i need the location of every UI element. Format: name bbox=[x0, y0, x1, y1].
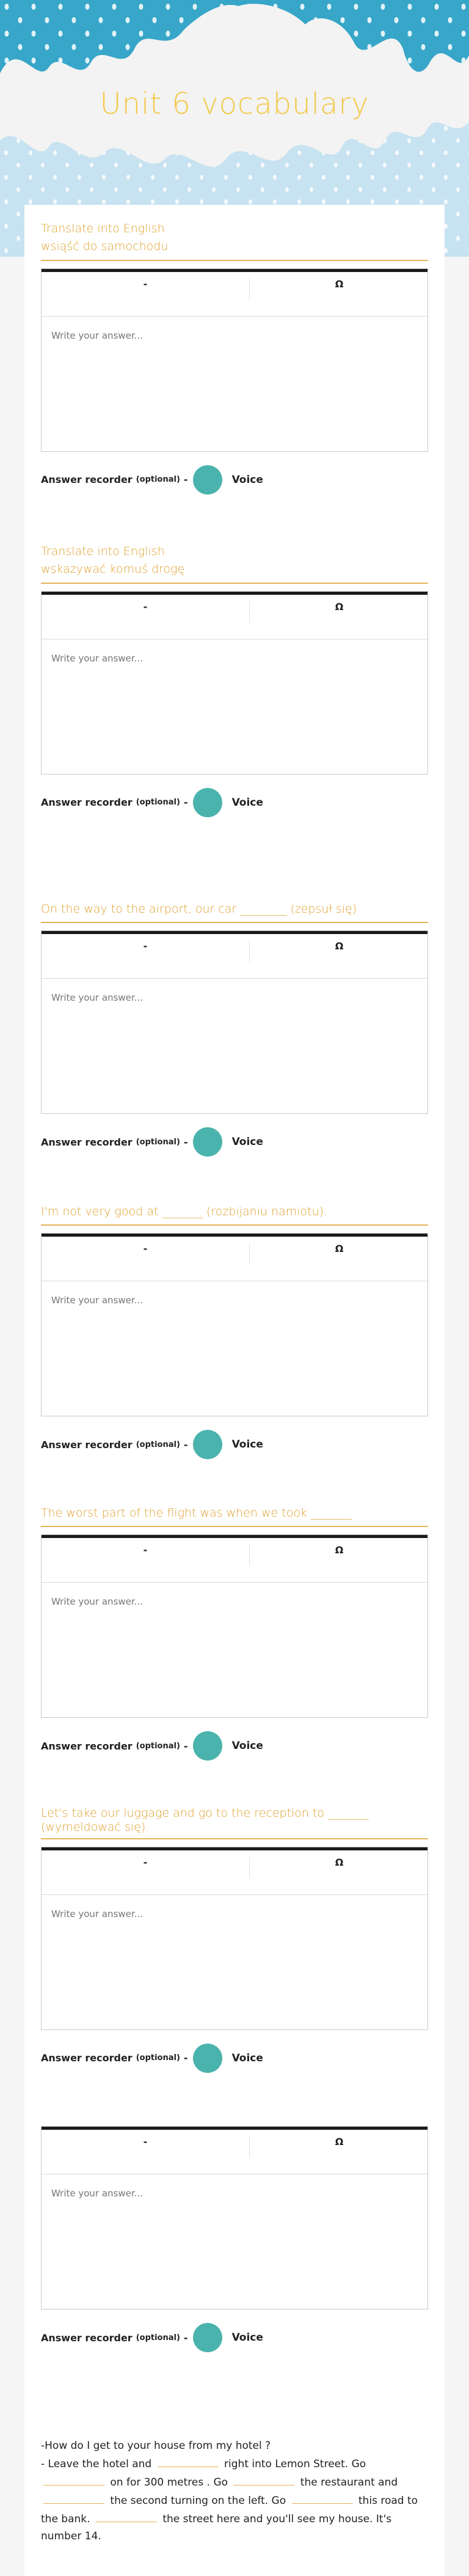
recorder-dash: - bbox=[183, 1438, 188, 1451]
blank-input[interactable] bbox=[43, 2492, 104, 2504]
answer-editor bbox=[41, 1534, 428, 1718]
answer-input[interactable] bbox=[42, 317, 427, 449]
answer-recorder bbox=[41, 2323, 428, 2352]
omega-symbol-button[interactable]: Ω bbox=[249, 1857, 429, 1879]
blank-input[interactable] bbox=[158, 2455, 219, 2467]
recorder-dash: - bbox=[183, 1740, 188, 1752]
question-2 bbox=[41, 543, 428, 817]
answer-recorder bbox=[41, 1430, 428, 1459]
omega-symbol-button[interactable]: Ω bbox=[249, 940, 429, 962]
recorder-label: Answer recorder bbox=[41, 2052, 133, 2064]
question-title: Let's take our luggage and go to the reception to _______ (wymeldować się). bbox=[41, 1806, 428, 1839]
editor-toolbar bbox=[42, 1234, 427, 1281]
answer-input[interactable] bbox=[42, 1583, 427, 1715]
question-1 bbox=[41, 220, 428, 495]
question-5 bbox=[41, 1504, 428, 1761]
dash-button[interactable]: - bbox=[143, 1856, 148, 1868]
question-4 bbox=[41, 1203, 428, 1459]
answer-recorder bbox=[41, 2044, 428, 2073]
question-title: Translate into English wsiąść do samochodu bbox=[41, 220, 428, 261]
omega-symbol-button[interactable]: Ω bbox=[249, 1243, 429, 1265]
omega-symbol-button[interactable]: Ω bbox=[249, 1544, 429, 1566]
microphone-icon[interactable] bbox=[193, 2323, 222, 2352]
question-7 bbox=[41, 2126, 428, 2352]
dash-button[interactable]: - bbox=[143, 2136, 148, 2147]
text-segment: the street here and you'll see my house. It's number 14. bbox=[41, 2512, 392, 2543]
answer-input[interactable] bbox=[42, 979, 427, 1111]
directions-exercise bbox=[41, 2437, 428, 2545]
question-6 bbox=[41, 1806, 428, 2073]
text-segment: on for 300 metres . Go bbox=[110, 2476, 228, 2489]
answer-editor bbox=[41, 1233, 428, 1416]
text-segment: the restaurant and bbox=[300, 2476, 398, 2489]
recorder-label: Answer recorder bbox=[41, 797, 133, 809]
question-title: The worst part of the flight was when we took _______ bbox=[41, 1504, 428, 1527]
recorder-optional: (optional) bbox=[136, 1137, 180, 1147]
recorder-optional: (optional) bbox=[136, 475, 180, 485]
answer-recorder bbox=[41, 1731, 428, 1761]
answer-input[interactable] bbox=[42, 639, 427, 771]
editor-toolbar bbox=[42, 1535, 427, 1583]
voice-label: Voice bbox=[231, 2052, 263, 2064]
voice-label: Voice bbox=[231, 1438, 263, 1451]
omega-symbol-button[interactable]: Ω bbox=[249, 2136, 429, 2158]
voice-label: Voice bbox=[231, 2331, 263, 2344]
microphone-icon[interactable] bbox=[193, 465, 222, 495]
recorder-optional: (optional) bbox=[136, 1440, 180, 1449]
blank-input[interactable] bbox=[233, 2473, 294, 2486]
dash-button[interactable]: - bbox=[143, 1243, 148, 1255]
answer-recorder bbox=[41, 1127, 428, 1157]
editor-toolbar bbox=[42, 269, 427, 317]
recorder-label: Answer recorder bbox=[41, 1136, 133, 1148]
microphone-icon[interactable] bbox=[193, 2044, 222, 2073]
answer-editor bbox=[41, 2126, 428, 2309]
directions-question: -How do I get to your house from my hotel ? bbox=[41, 2440, 271, 2452]
recorder-label: Answer recorder bbox=[41, 1740, 133, 1752]
answer-editor bbox=[41, 591, 428, 775]
text-segment: right into Lemon Street. Go bbox=[224, 2457, 366, 2470]
question-title: On the way to the airport, our car ________ (zepsuł się) bbox=[41, 900, 428, 923]
blank-input[interactable] bbox=[43, 2473, 104, 2486]
directions-answer bbox=[41, 2455, 428, 2545]
omega-symbol-button[interactable]: Ω bbox=[249, 278, 429, 300]
question-title: Translate into English wskazywać komuś drogę bbox=[41, 543, 428, 584]
answer-recorder bbox=[41, 788, 428, 817]
editor-toolbar bbox=[42, 2127, 427, 2174]
microphone-icon[interactable] bbox=[193, 1127, 222, 1157]
editor-toolbar bbox=[42, 931, 427, 979]
answer-input[interactable] bbox=[42, 1281, 427, 1413]
blank-input[interactable] bbox=[292, 2492, 353, 2504]
blank-input[interactable] bbox=[96, 2510, 157, 2522]
voice-label: Voice bbox=[231, 796, 263, 809]
answer-recorder bbox=[41, 465, 428, 495]
dash-button[interactable]: - bbox=[143, 600, 148, 613]
text-segment: this road to the bank. bbox=[41, 2494, 418, 2525]
voice-label: Voice bbox=[231, 473, 263, 486]
dash-button[interactable]: - bbox=[143, 1544, 148, 1556]
answer-editor bbox=[41, 930, 428, 1114]
recorder-label: Answer recorder bbox=[41, 474, 133, 486]
recorder-dash: - bbox=[183, 1136, 188, 1148]
dash-button[interactable]: - bbox=[143, 278, 148, 290]
editor-toolbar bbox=[42, 1847, 427, 1895]
text-segment: - Leave the hotel and bbox=[41, 2457, 152, 2470]
recorder-optional: (optional) bbox=[136, 1741, 180, 1751]
recorder-label: Answer recorder bbox=[41, 2331, 133, 2344]
answer-input[interactable] bbox=[42, 1895, 427, 2027]
voice-label: Voice bbox=[231, 1740, 263, 1753]
microphone-icon[interactable] bbox=[193, 788, 222, 817]
recorder-optional: (optional) bbox=[136, 2053, 180, 2063]
question-3 bbox=[41, 900, 428, 1157]
editor-toolbar bbox=[42, 592, 427, 639]
answer-editor bbox=[41, 1847, 428, 2030]
recorder-optional: (optional) bbox=[136, 798, 180, 808]
question-title: I'm not very good at _______ (rozbijaniu namiotu). bbox=[41, 1203, 428, 1226]
microphone-icon[interactable] bbox=[193, 1731, 222, 1761]
answer-editor bbox=[41, 268, 428, 452]
recorder-dash: - bbox=[183, 2331, 188, 2344]
answer-input[interactable] bbox=[42, 2174, 427, 2306]
page-title: Unit 6 vocabulary bbox=[100, 87, 369, 121]
microphone-icon[interactable] bbox=[193, 1430, 222, 1459]
omega-symbol-button[interactable]: Ω bbox=[249, 601, 429, 623]
recorder-dash: - bbox=[183, 797, 188, 809]
dash-button[interactable]: - bbox=[143, 940, 148, 952]
recorder-dash: - bbox=[183, 474, 188, 486]
recorder-label: Answer recorder bbox=[41, 1438, 133, 1451]
recorder-dash: - bbox=[183, 2052, 188, 2064]
voice-label: Voice bbox=[231, 1136, 263, 1149]
recorder-optional: (optional) bbox=[136, 2333, 180, 2342]
text-segment: the second turning on the left. Go bbox=[110, 2494, 286, 2507]
